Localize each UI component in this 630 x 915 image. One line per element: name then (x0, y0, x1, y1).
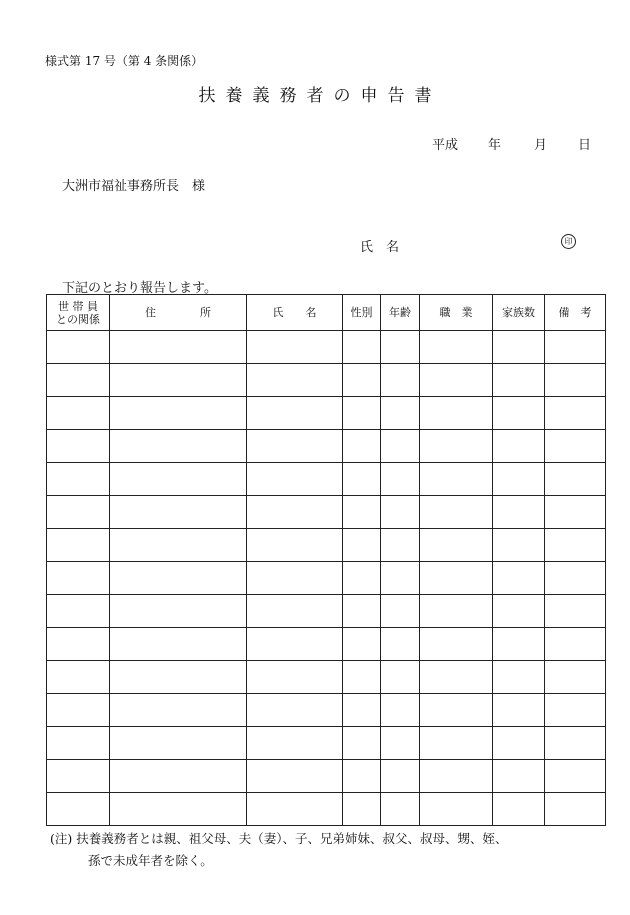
footnote-line-2: 孫で未成年者を除く。 (88, 853, 213, 868)
table-cell[interactable] (381, 397, 420, 430)
table-cell[interactable] (343, 397, 381, 430)
table-cell[interactable] (545, 529, 606, 562)
table-cell[interactable] (47, 727, 110, 760)
table-cell[interactable] (545, 562, 606, 595)
table-cell[interactable] (545, 463, 606, 496)
table-cell[interactable] (247, 760, 343, 793)
table-cell[interactable] (247, 628, 343, 661)
column-header-text: 備 考 (558, 306, 592, 319)
table-row (47, 496, 606, 529)
table-cell[interactable] (343, 694, 381, 727)
table-cell[interactable] (110, 397, 247, 430)
table-cell[interactable] (545, 760, 606, 793)
table-cell[interactable] (247, 463, 343, 496)
table-cell[interactable] (110, 364, 247, 397)
table-cell[interactable] (110, 628, 247, 661)
table-cell[interactable] (247, 397, 343, 430)
applicant-name-label: 氏 名 (360, 240, 400, 255)
table-cell[interactable] (381, 727, 420, 760)
column-header-6 (493, 295, 545, 331)
column-header-text: 職 業 (439, 306, 473, 319)
table-row (47, 463, 606, 496)
table-cell[interactable] (420, 628, 493, 661)
table-cell[interactable] (493, 760, 545, 793)
table-cell[interactable] (247, 529, 343, 562)
table-cell[interactable] (110, 496, 247, 529)
table-cell[interactable] (420, 694, 493, 727)
table-cell[interactable] (343, 727, 381, 760)
table-cell[interactable] (420, 397, 493, 430)
table-cell[interactable] (247, 562, 343, 595)
table-cell[interactable] (110, 760, 247, 793)
column-header-text: 住 所 (145, 306, 211, 319)
column-header-text: 性別 (350, 306, 373, 319)
table-cell[interactable] (110, 331, 247, 364)
date-era: 平成 (432, 138, 459, 153)
table-row (47, 694, 606, 727)
table-cell[interactable] (545, 727, 606, 760)
column-header-7 (545, 295, 606, 331)
table-cell[interactable] (47, 694, 110, 727)
table-cell[interactable] (343, 661, 381, 694)
column-header-5 (420, 295, 493, 331)
table-cell[interactable] (247, 430, 343, 463)
table-cell[interactable] (381, 331, 420, 364)
table-cell[interactable] (343, 760, 381, 793)
table-row (47, 331, 606, 364)
table-cell[interactable] (247, 496, 343, 529)
table-cell[interactable] (381, 364, 420, 397)
footnote-line-1: (注) 扶養義務者とは親、祖父母、夫（妻）、子、兄弟姉妹、叔父、叔母、甥、姪、 (50, 831, 508, 846)
table-cell[interactable] (47, 661, 110, 694)
date-day: 日 (578, 138, 592, 153)
table-cell[interactable] (47, 793, 110, 826)
table-row (47, 595, 606, 628)
table-cell[interactable] (493, 529, 545, 562)
column-header-0 (47, 295, 110, 331)
column-header-4 (381, 295, 420, 331)
table-row (47, 793, 606, 826)
column-header-text: 世 帯 員 (58, 299, 98, 313)
column-header-text: 年齢 (389, 306, 411, 319)
table-cell[interactable] (420, 496, 493, 529)
report-statement: 下記のとおり報告します。 (62, 281, 217, 296)
table-cell[interactable] (420, 760, 493, 793)
table-cell[interactable] (343, 562, 381, 595)
table-cell[interactable] (343, 793, 381, 826)
table-row (47, 628, 606, 661)
table-cell[interactable] (47, 628, 110, 661)
table-cell[interactable] (247, 331, 343, 364)
table-cell[interactable] (420, 595, 493, 628)
table-cell[interactable] (247, 364, 343, 397)
table-cell[interactable] (381, 628, 420, 661)
table-cell[interactable] (381, 793, 420, 826)
table-cell[interactable] (493, 661, 545, 694)
table-row (47, 364, 606, 397)
table-cell[interactable] (47, 529, 110, 562)
table-row (47, 562, 606, 595)
seal-stamp-mark: 印 (561, 234, 576, 249)
table-cell[interactable] (493, 595, 545, 628)
table-cell[interactable] (110, 463, 247, 496)
table-cell[interactable] (420, 727, 493, 760)
table-cell[interactable] (110, 694, 247, 727)
table-cell[interactable] (545, 397, 606, 430)
table-cell[interactable] (47, 430, 110, 463)
table-cell[interactable] (493, 397, 545, 430)
table-row (47, 430, 606, 463)
column-header-2 (247, 295, 343, 331)
table-cell[interactable] (343, 364, 381, 397)
table-cell[interactable] (110, 562, 247, 595)
table-cell[interactable] (420, 793, 493, 826)
table-cell[interactable] (110, 529, 247, 562)
table-row (47, 760, 606, 793)
table-cell[interactable] (493, 430, 545, 463)
table-cell[interactable] (381, 595, 420, 628)
table-cell[interactable] (110, 430, 247, 463)
table-cell[interactable] (381, 463, 420, 496)
table-cell[interactable] (343, 628, 381, 661)
addressee: 大洲市福祉事務所長 様 (62, 179, 206, 194)
table-cell[interactable] (381, 430, 420, 463)
table-cell[interactable] (247, 727, 343, 760)
table-cell[interactable] (247, 793, 343, 826)
table-cell[interactable] (110, 793, 247, 826)
table-cell[interactable] (545, 694, 606, 727)
table-cell[interactable] (420, 364, 493, 397)
table-cell[interactable] (545, 364, 606, 397)
table-row (47, 397, 606, 430)
table-row (47, 661, 606, 694)
table-cell[interactable] (493, 694, 545, 727)
table-cell[interactable] (110, 595, 247, 628)
table-cell[interactable] (420, 331, 493, 364)
table-cell[interactable] (493, 463, 545, 496)
table-cell[interactable] (343, 496, 381, 529)
table-cell[interactable] (545, 595, 606, 628)
table-cell[interactable] (493, 727, 545, 760)
table-cell[interactable] (47, 397, 110, 430)
table-cell[interactable] (381, 760, 420, 793)
table-row (47, 529, 606, 562)
table-cell[interactable] (545, 628, 606, 661)
table-cell[interactable] (493, 628, 545, 661)
table-cell[interactable] (110, 727, 247, 760)
table-cell[interactable] (545, 430, 606, 463)
table-cell[interactable] (493, 496, 545, 529)
table-cell[interactable] (343, 331, 381, 364)
table-cell[interactable] (420, 562, 493, 595)
date-year: 年 (488, 138, 502, 153)
table-cell[interactable] (493, 331, 545, 364)
document-title: 扶養義務者の申告書 (198, 86, 442, 106)
table-cell[interactable] (247, 661, 343, 694)
table-cell[interactable] (545, 331, 606, 364)
table-cell[interactable] (545, 793, 606, 826)
footnote (50, 828, 507, 872)
table-cell[interactable] (343, 463, 381, 496)
table-row (47, 727, 606, 760)
table-cell[interactable] (381, 562, 420, 595)
table-cell[interactable] (420, 463, 493, 496)
table-cell[interactable] (247, 694, 343, 727)
table-cell[interactable] (493, 364, 545, 397)
dependents-table (46, 294, 606, 826)
table-cell[interactable] (420, 529, 493, 562)
table-cell[interactable] (381, 496, 420, 529)
table-cell[interactable] (47, 364, 110, 397)
column-header-1 (110, 295, 247, 331)
table-cell[interactable] (381, 529, 420, 562)
table-cell[interactable] (47, 331, 110, 364)
table-cell[interactable] (47, 760, 110, 793)
column-header-text: 氏 名 (272, 306, 317, 319)
table-cell[interactable] (47, 463, 110, 496)
table-cell[interactable] (381, 661, 420, 694)
form-number: 様式第 17 号（第 4 条関係） (45, 54, 204, 68)
table-cell[interactable] (420, 430, 493, 463)
table-cell[interactable] (420, 661, 493, 694)
column-header-text: 家族数 (502, 306, 535, 319)
date-line (432, 134, 591, 153)
table-cell[interactable] (343, 529, 381, 562)
table-cell[interactable] (47, 496, 110, 529)
table-cell[interactable] (493, 793, 545, 826)
date-month: 月 (534, 138, 548, 153)
table-cell[interactable] (343, 595, 381, 628)
table-cell[interactable] (47, 562, 110, 595)
table-cell[interactable] (545, 661, 606, 694)
table-cell[interactable] (381, 694, 420, 727)
table-cell[interactable] (47, 595, 110, 628)
column-header-3 (343, 295, 381, 331)
table-cell[interactable] (343, 430, 381, 463)
column-header-text: との関係 (56, 312, 100, 326)
table-cell[interactable] (493, 562, 545, 595)
table-header-row (47, 295, 606, 331)
table-cell[interactable] (545, 496, 606, 529)
table-cell[interactable] (247, 595, 343, 628)
table-cell[interactable] (110, 661, 247, 694)
